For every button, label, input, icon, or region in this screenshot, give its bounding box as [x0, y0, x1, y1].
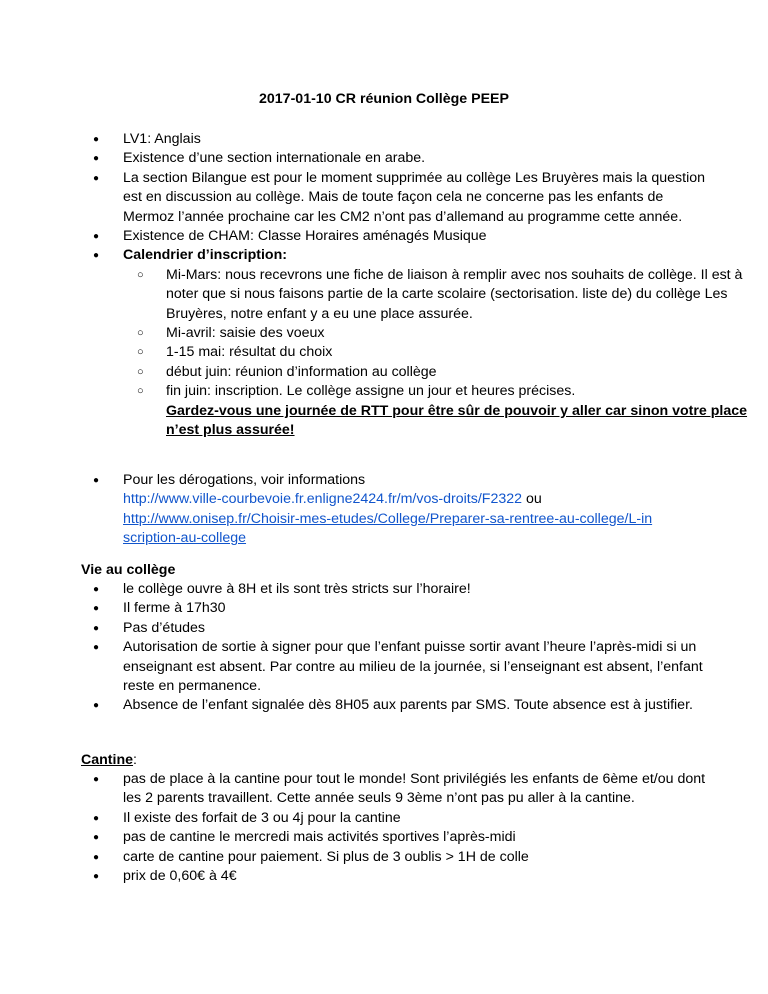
link-separator: ou: [525, 491, 542, 508]
derogation-text: Pour les dérogations, voir informations: [123, 472, 366, 488]
list-item: ● carte de cantine pour paiement. Si plus de 3 oublis > 1H de colle: [81, 848, 711, 867]
cantine-heading-text: Cantine: [81, 752, 134, 768]
calendar-item: [81, 246, 748, 440]
list-item: ● Existence d’une section internationale en arabe.: [81, 149, 711, 168]
list-item: ● Existence de CHAM: Classe Horaires aménagés Musique: [81, 227, 711, 246]
list-item: ● pas de place à la cantine pour tout le monde! Sont privilégiés les enfants de 6ème et/ou dont les 2 parents travaillent. Cette année seuls 9 3ème n’ont pas pu aller à la cantine.: [81, 770, 711, 809]
list-item: ● Absence de l’enfant signalée dès 8H05 aux parents par SMS. Toute absence est à justifier.: [81, 696, 711, 715]
list-item: ● Autorisation de sortie à signer pour que l’enfant puisse sortir avant l’heure l’après-midi si un enseignant est absent. Par contre au milieu de la journée, si l’enseignant est absent, l’enfant reste en permanence.: [81, 638, 711, 696]
calendar-note: Gardez-vous une journée de RTT pour être sûr de pouvoir y aller car sinon votre place n’est plus assurée!: [166, 402, 748, 439]
calendar-list: [81, 266, 753, 441]
section-heading-cantine: [81, 751, 137, 770]
cantine-list: [81, 770, 711, 886]
main-list: [81, 130, 748, 441]
calendar-entry: [123, 382, 753, 440]
list-item: ● pas de cantine le mercredi mais activités sportives l’après-midi: [81, 828, 711, 847]
link-onisep-line1: http://www.onisep.fr/Choisir-mes-etudes/College/Preparer-sa-rentree-au-college/L-in: [123, 510, 653, 527]
page-title: 2017-01-10 CR réunion Collège PEEP: [259, 91, 509, 107]
list-item: ● le collège ouvre à 8H et ils sont très stricts sur l’horaire!: [81, 580, 711, 599]
derogation-list: [81, 471, 711, 549]
section-heading-vie: Vie au collège: [81, 562, 176, 578]
list-item-derogation: [81, 471, 711, 549]
calendar-label: Calendrier d’inscription:: [123, 247, 287, 264]
cantine-heading-suffix: :: [133, 752, 137, 768]
link-onisep-line2: scription-au-college: [123, 530, 247, 547]
list-item: ● prix de 0,60€ à 4€: [81, 867, 711, 886]
calendar-entry: ○ 1-15 mai: résultat du choix: [123, 343, 753, 362]
list-item: ● Il ferme à 17h30: [81, 599, 711, 618]
calendar-entry: ○ Mi-Mars: nous recevrons une fiche de liaison à remplir avec nos souhaits de collège. Il est à noter que si nous faisons partie de la carte scolaire (sectorisation. liste de) du collège Les Bruyères, notre enfant y a eu une place assurée.: [123, 266, 753, 324]
link-onisep[interactable]: [123, 511, 652, 546]
link-courbevoie[interactable]: http://www.ville-courbevoie.fr.enligne2424.fr/m/vos-droits/F2322: [123, 491, 523, 508]
list-item: ● Pas d’études: [81, 619, 711, 638]
calendar-entry: ○ Mi-avril: saisie des voeux: [123, 324, 753, 343]
calendar-entry-text: fin juin: inscription. Le collège assigne un jour et heures précises.: [166, 383, 576, 400]
list-item: ● Il existe des forfait de 3 ou 4j pour la cantine: [81, 809, 711, 828]
list-item: ● LV1: Anglais: [81, 130, 711, 149]
calendar-entry: ○ début juin: réunion d’information au collège: [123, 363, 753, 382]
vie-list: [81, 580, 711, 716]
list-item: ● La section Bilangue est pour le moment supprimée au collège Les Bruyères mais la question est en discussion au collège. Mais de toute façon cela ne concerne pas les enfants de Mermoz l’année prochaine car les CM2 n’ont pas d’allemand au programme cette année.: [81, 169, 711, 227]
